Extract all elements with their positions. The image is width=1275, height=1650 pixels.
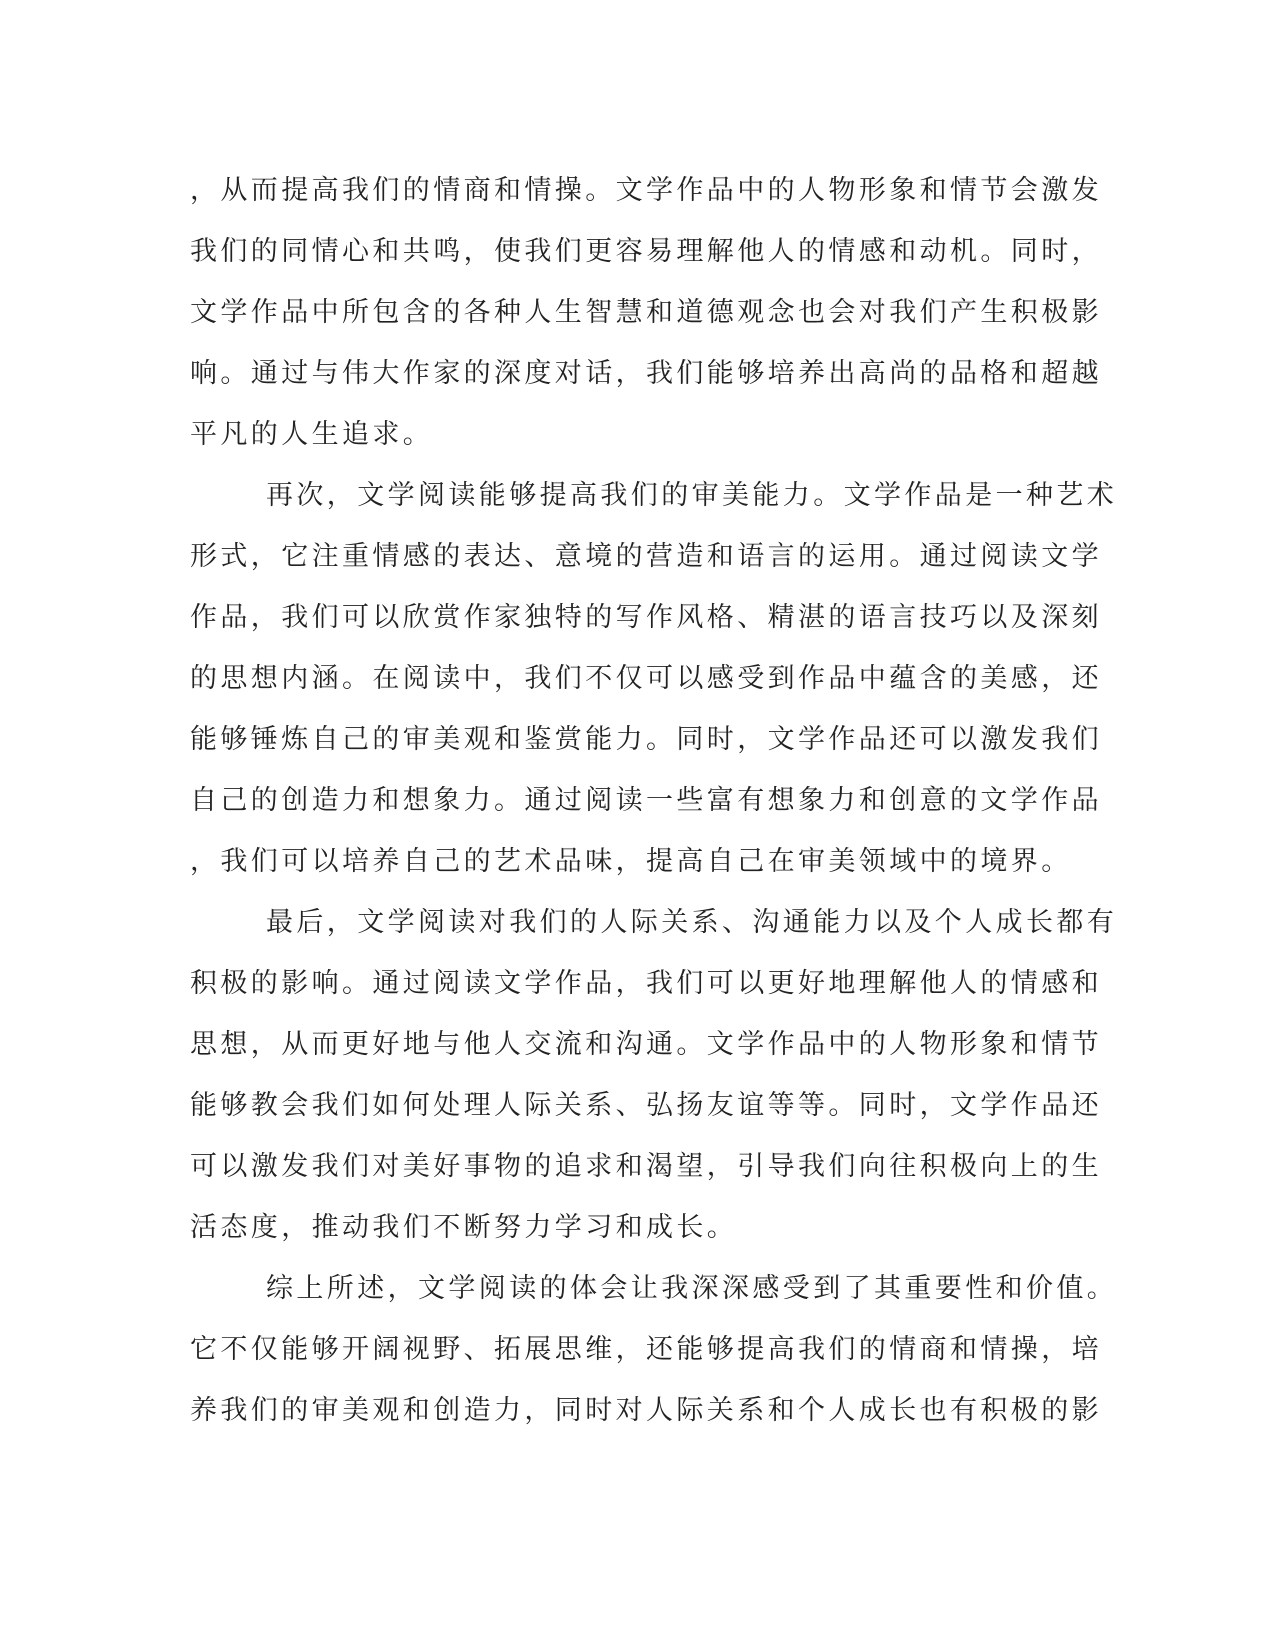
paragraph-2-line-1: 再次，文学阅读能够提高我们的审美能力。文学作品是一种艺术 xyxy=(266,480,1118,511)
paragraph-3-line-5: 可以激发我们对美好事物的追求和渴望，引导我们向往积极向上的生 xyxy=(190,1151,1102,1182)
paragraph-2-line-3: 作品，我们可以欣赏作家独特的写作风格、精湛的语言技巧以及深刻 xyxy=(190,602,1102,633)
paragraph-3-line-4: 能够教会我们如何处理人际关系、弘扬友谊等等。同时，文学作品还 xyxy=(190,1090,1102,1121)
paragraph-1-line-3: 文学作品中所包含的各种人生智慧和道德观念也会对我们产生积极影 xyxy=(190,297,1102,328)
paragraph-1-line-1: ，从而提高我们的情商和情操。文学作品中的人物形象和情节会激发 xyxy=(190,175,1102,206)
paragraph-3-line-6: 活态度，推动我们不断努力学习和成长。 xyxy=(190,1212,738,1243)
paragraph-3-line-3: 思想，从而更好地与他人交流和沟通。文学作品中的人物形象和情节 xyxy=(190,1029,1102,1060)
paragraph-3-line-1: 最后，文学阅读对我们的人际关系、沟通能力以及个人成长都有 xyxy=(266,907,1118,938)
paragraph-2-line-4: 的思想内涵。在阅读中，我们不仅可以感受到作品中蕴含的美感，还 xyxy=(190,663,1102,694)
paragraph-4-line-3: 养我们的审美观和创造力，同时对人际关系和个人成长也有积极的影 xyxy=(190,1395,1102,1426)
paragraph-2-line-2: 形式，它注重情感的表达、意境的营造和语言的运用。通过阅读文学 xyxy=(190,541,1102,572)
paragraph-2-line-6: 自己的创造力和想象力。通过阅读一些富有想象力和创意的文学作品 xyxy=(190,785,1102,816)
body-text xyxy=(190,160,1118,1441)
paragraph-1-line-5: 平凡的人生追求。 xyxy=(190,419,434,450)
paragraph-4-line-2: 它不仅能够开阔视野、拓展思维，还能够提高我们的情商和情操，培 xyxy=(190,1334,1102,1365)
paragraph-2-line-7: ，我们可以培养自己的艺术品味，提高自己在审美领域中的境界。 xyxy=(190,846,1072,877)
paragraph-1-line-2: 我们的同情心和共鸣，使我们更容易理解他人的情感和动机。同时， xyxy=(190,236,1102,267)
paragraph-4-line-1: 综上所述，文学阅读的体会让我深深感受到了其重要性和价值。 xyxy=(266,1273,1118,1304)
paragraph-3-line-2: 积极的影响。通过阅读文学作品，我们可以更好地理解他人的情感和 xyxy=(190,968,1102,999)
paragraph-2-line-5: 能够锤炼自己的审美观和鉴赏能力。同时，文学作品还可以激发我们 xyxy=(190,724,1102,755)
paragraph-1-line-4: 响。通过与伟大作家的深度对话，我们能够培养出高尚的品格和超越 xyxy=(190,358,1102,389)
